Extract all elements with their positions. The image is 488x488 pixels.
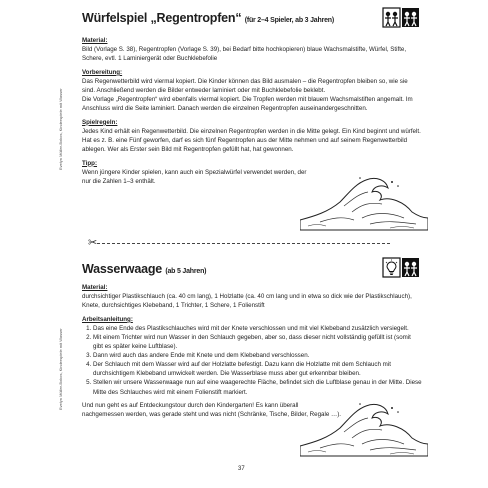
lightbulb-kids-icon xyxy=(382,256,422,280)
cut-line xyxy=(97,243,390,244)
section2-title xyxy=(82,262,206,276)
instruction-step: 5. Stellen wir unsere Wasserwaage nun auf eine waagerechte Fläche, befindet sich die Luftblase genau in der Mitte. Diese Mitte des Schlauches wird mit einem Folienstift markiert. xyxy=(93,378,422,396)
section1-rules-text: Jedes Kind erhält ein Regenwetterbild. Die einzelnen Regentropfen werden in die Mitte gelegt. Ein Kind beginnt und würfelt. Hat es z. B. eine Fünf geworfen, darf es sich fünf Regentropfen aus der Mitte nehmen und auf seinem Regenwetterbild ablegen. Wer als Erster sein Bild mit Regentropfen gefüllt hat, hat gewonnen. xyxy=(82,127,421,154)
section1-title-text: Würfelspiel „Regentropfen“ xyxy=(82,11,242,25)
section2-instructions-label: Arbeitsanleitung: xyxy=(82,315,133,323)
page-number: 37 xyxy=(238,466,245,472)
section2-subtitle: (ab 5 Jahren) xyxy=(165,268,207,275)
section1-preparation-text-2: Die Vorlage „Regentropfen“ wird ebenfalls viermal kopiert. Die Tropfen werden mit blauem Wachsmalstiften angemalt. Im Anschluss wird die Seite laminiert. Danach werden die einzelnen Regentropfen auseinandergeschnitten. xyxy=(82,96,413,113)
section1-material-text: Bild (Vorlage S. 38), Regentropfen (Vorlage S. 39), bei Bedarf bitte hochkopieren) blaue Wachsmalstifte, Würfel, Stifte, Schere, evtl. 1 Laminiergerät oder Buchklebefolie xyxy=(82,46,407,63)
instruction-step: 4. Der Schlauch mit dem Wasser wird auf der Holzlatte befestigt. Dazu kann die Holzlatte mit dem Schlauch mit durchsichtigem Klebeband umwickelt werden. Die Wasserblase muss aber gut erkennbar bleiben. xyxy=(93,360,422,378)
section2-closing-text: Und nun geht es auf Entdeckungstour durch den Kindergarten! Es kann überall nachgemessen werden, was gerade steht und was nicht (Schränke, Tische, Bilder, Regale …). xyxy=(82,401,341,418)
instruction-step: 1. Das eine Ende des Plastikschlauches wird mit der Knete verschlossen und mit viel Klebeband zusätzlich versiegelt. xyxy=(93,324,422,333)
instruction-step: 2. Mit einem Trichter wird nun Wasser in den Schlauch gegeben, aber so, dass dieser nicht vollständig gefüllt ist (somit gibt es später keine Luftblase). xyxy=(93,333,422,351)
section2-material-label: Material: xyxy=(82,284,108,291)
side-copyright-lower: Evelyn Müller-Bokos, Kinderspiele mit Wasser xyxy=(58,328,63,410)
section1-title xyxy=(82,11,334,25)
side-copyright-upper: Evelyn Müller-Bokos, Kinderspiele mit Wasser xyxy=(58,88,63,170)
section1-subtitle: (für 2–4 Spieler, ab 3 Jahren) xyxy=(244,17,335,24)
section1-tip-label: Tipp: xyxy=(82,159,98,167)
wave-illustration xyxy=(300,398,428,458)
section1-body xyxy=(82,36,422,190)
section1-rules-label: Spielregeln: xyxy=(82,118,118,126)
section1-preparation-label: Vorbereitung: xyxy=(82,68,123,76)
scissors-icon: ✂ xyxy=(88,237,98,249)
section1-material-label: Material: xyxy=(82,37,108,44)
section1-preparation-text-1: Das Regenwetterbild wird viermal kopiert. Die Kinder können das Bild ausmalen – die Regentropfen bleiben so, wie sie sind. Anschließend werden die Bilder entweder laminiert oder mit Buchklebefolie beklebt. xyxy=(82,77,408,94)
section1-tip-text: Wenn jüngere Kinder spielen, kann auch ein Spezialwürfel verwendet werden, der nur die Zahlen 1–3 enthält. xyxy=(82,168,307,185)
instruction-step: 3. Dann wird auch das andere Ende mit Knete und dem Klebeband verschlossen. xyxy=(93,351,422,360)
section2-title-text: Wasserwaage xyxy=(82,262,163,276)
wave-illustration xyxy=(300,172,428,232)
instruction-steps xyxy=(82,324,422,397)
section2-material-text: durchsichtiger Plastikschlauch (ca. 40 cm lang), 1 Holzlatte (ca. 40 cm lang und in etwa so dick wie der Plastikschlauch), Knete, durchsichtiges Klebeband, 1 Trichter, 1 Schere, 1 Folienstift xyxy=(82,293,412,310)
group-kids-icon xyxy=(382,6,422,30)
